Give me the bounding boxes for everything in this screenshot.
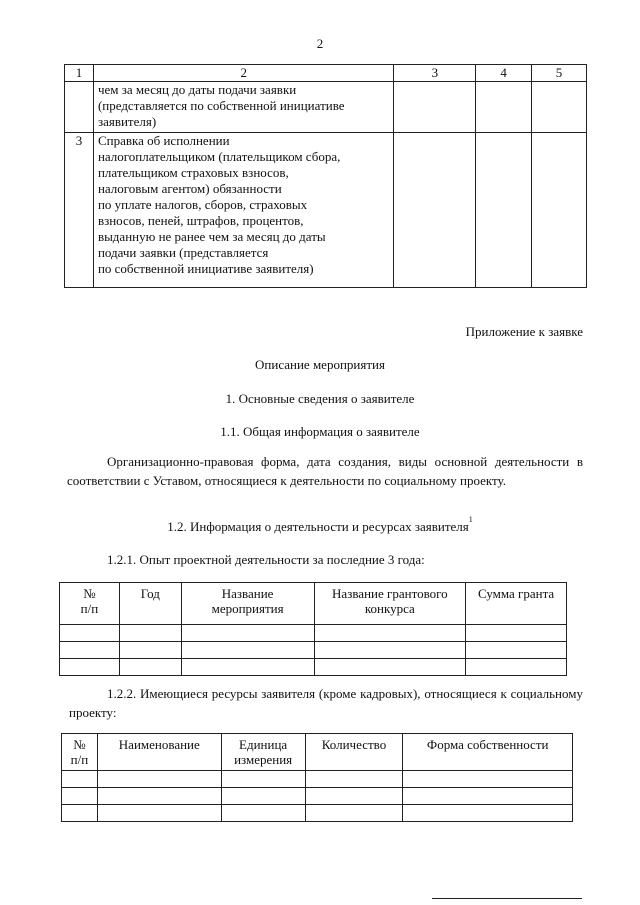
header-cell-contest-name: Название грантового конкурса xyxy=(314,583,466,625)
header-cell-year: Год xyxy=(119,583,181,625)
header-cell-event-name: Название мероприятия xyxy=(181,583,314,625)
header-cell: 1 xyxy=(65,65,94,82)
table-row xyxy=(62,788,573,805)
table-cell xyxy=(476,82,532,133)
table-cell xyxy=(394,133,476,288)
header-cell-quantity: Количество xyxy=(305,734,403,771)
table-row xyxy=(62,771,573,788)
header-cell-unit: Единица измерения xyxy=(221,734,305,771)
header-cell: 5 xyxy=(532,65,587,82)
section-heading-1: 1. Основные сведения о заявителе xyxy=(225,391,415,406)
text-line: Справка об исполнении xyxy=(97,133,230,148)
table-cell xyxy=(476,133,532,288)
documents-table-header xyxy=(65,65,587,82)
text-line: налогоплательщиком (плательщиком сбора, xyxy=(97,149,341,164)
header-cell-ownership: Форма собственности xyxy=(403,734,573,771)
experience-table xyxy=(59,582,567,676)
header-cell: 4 xyxy=(476,65,532,82)
section-1-1-paragraph: Организационно-правовая форма, дата создания, виды основной деятельности в соответствии с Уставом, относящиеся к деятельности по социальному проекту. xyxy=(67,454,583,488)
text-line: взносов, пеней, штрафов, процентов, xyxy=(97,213,304,228)
section-heading-1-2-text: 1.2. Информация о деятельности и ресурсах заявителя xyxy=(167,519,469,534)
text-line: по уплате налогов, сборов, страховых xyxy=(97,197,308,212)
row-description xyxy=(93,82,394,133)
text-line: заявителя) xyxy=(97,114,157,129)
table-row xyxy=(60,642,567,659)
text-line: плательщиком страховых взносов, xyxy=(97,165,289,180)
table-row xyxy=(65,82,587,133)
header-cell-number: № п/п xyxy=(60,583,120,625)
table-cell xyxy=(532,133,587,288)
appendix-label: Приложение к заявке xyxy=(465,324,583,339)
text-line: чем за месяц до даты подачи заявки xyxy=(97,82,297,97)
section-heading-1-2-1: 1.2.1. Опыт проектной деятельности за последние 3 года: xyxy=(107,552,425,567)
text-line: (представляется по собственной инициативе xyxy=(97,98,345,113)
section-heading-1-2 xyxy=(0,515,640,535)
text-line: налоговым агентом) обязанности xyxy=(97,181,282,196)
row-number xyxy=(65,82,94,133)
text-line: по собственной инициативе заявителя) xyxy=(97,261,314,276)
header-cell-number: № п/п xyxy=(62,734,98,771)
table-row xyxy=(60,625,567,642)
document-title: Описание мероприятия xyxy=(255,357,385,372)
resources-table xyxy=(61,733,573,822)
header-cell: 2 xyxy=(93,65,394,82)
resources-table-header xyxy=(62,734,573,771)
header-cell: 3 xyxy=(394,65,476,82)
table-row xyxy=(62,805,573,822)
section-heading-1-2-2: 1.2.2. Имеющиеся ресурсы заявителя (кроме кадровых), относящиеся к социальному проекту: xyxy=(69,686,583,720)
text-line: подачи заявки (представляется xyxy=(97,245,269,260)
page-number: 2 xyxy=(316,36,324,51)
table-cell xyxy=(532,82,587,133)
header-cell-grant-sum: Сумма гранта xyxy=(466,583,567,625)
table-row xyxy=(65,133,587,288)
footnote-marker: 1 xyxy=(468,515,473,524)
row-number: 3 xyxy=(65,133,94,288)
text-line: выданную не ранее чем за месяц до даты xyxy=(97,229,326,244)
table-row xyxy=(60,659,567,676)
experience-table-header xyxy=(60,583,567,625)
row-description xyxy=(93,133,394,288)
section-heading-1-1: 1.1. Общая информация о заявителе xyxy=(220,424,420,439)
footnote-divider xyxy=(432,898,582,899)
header-cell-name: Наименование xyxy=(97,734,221,771)
table-cell xyxy=(394,82,476,133)
documents-table xyxy=(64,64,587,288)
